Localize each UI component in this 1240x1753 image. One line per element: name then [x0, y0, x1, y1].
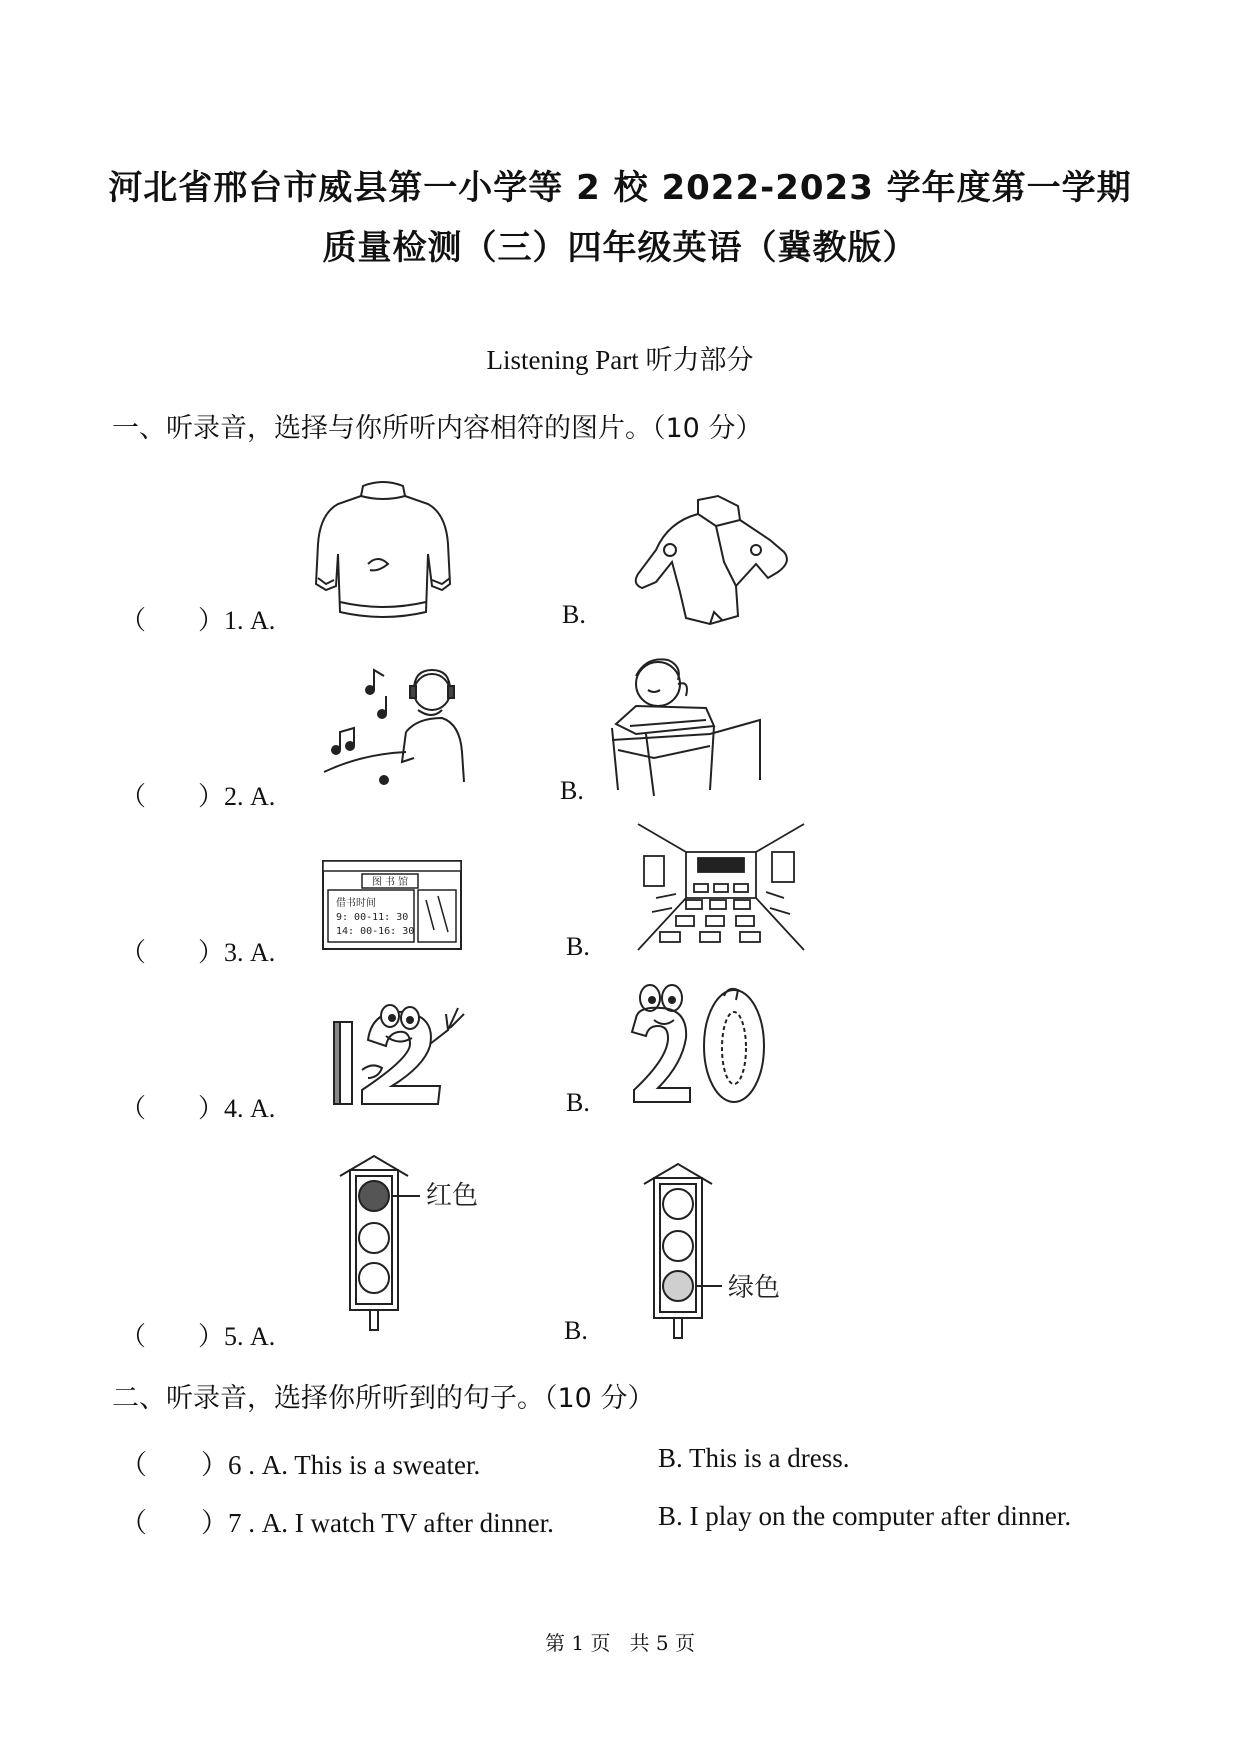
page-footer: 第 1 页 共 5 页 [545, 1631, 695, 1655]
question-1-option-b: B. [562, 600, 586, 629]
red-light-caption: 红色 [426, 1181, 479, 1211]
question-2-label: （ ）2. A. [120, 782, 276, 811]
girl-listening-music-icon [322, 662, 472, 802]
boy-sleeping-desk-icon [606, 650, 766, 800]
question-7-option-b: B. I play on the computer after dinner. [658, 1501, 1072, 1531]
library-hours-morning: 9: 00-11: 30 [336, 912, 409, 923]
section1-heading: 一、听录音，选择与你所听内容相符的图片。（10 分） [112, 413, 763, 444]
section2-heading: 二、听录音，选择你所听到的句子。（10 分） [112, 1383, 655, 1414]
question-4-option-b: B. [566, 1088, 590, 1117]
question-4-label: （ ）4. A. [120, 1094, 276, 1123]
question-3-label: （ ）3. A. [120, 938, 276, 967]
question-3-option-b: B. [566, 932, 590, 961]
exam-title-line2: 质量检测（三）四年级英语（冀教版） [322, 228, 918, 268]
question-5-option-b: B. [564, 1316, 588, 1345]
traffic-light-red-icon [338, 1154, 528, 1334]
exam-title-line1: 河北省邢台市威县第一小学等 2 校 2022-2023 学年度第一学期 [108, 168, 1132, 208]
library-hours-afternoon: 14: 00-16: 30 [336, 926, 415, 937]
library-sign-name: 图 书 馆 [371, 877, 409, 888]
green-light-caption: 绿色 [728, 1273, 781, 1303]
question-7-option-a: （ ）7 . A. I watch TV after dinner. [120, 1508, 554, 1538]
question-6-option-a: （ ）6 . A. This is a sweater. [120, 1450, 481, 1480]
question-6-option-b: B. This is a dress. [658, 1443, 850, 1473]
listening-part-heading: Listening Part 听力部分 [486, 345, 754, 375]
number-20-icon [628, 978, 778, 1108]
library-hours-title: 借书时间 [336, 898, 376, 909]
number-12-icon [332, 1000, 482, 1110]
traffic-light-green-icon [642, 1162, 802, 1342]
sweater-icon [308, 474, 458, 624]
question-5-label: （ ）5. A. [120, 1322, 276, 1351]
jacket-icon [628, 492, 798, 632]
question-7 [120, 1501, 1072, 1540]
library-sign-icon [322, 860, 462, 950]
question-6 [120, 1443, 850, 1482]
question-2-option-b: B. [560, 776, 584, 805]
classroom-icon [636, 822, 806, 952]
question-1-label: （ ）1. A. [120, 606, 276, 635]
